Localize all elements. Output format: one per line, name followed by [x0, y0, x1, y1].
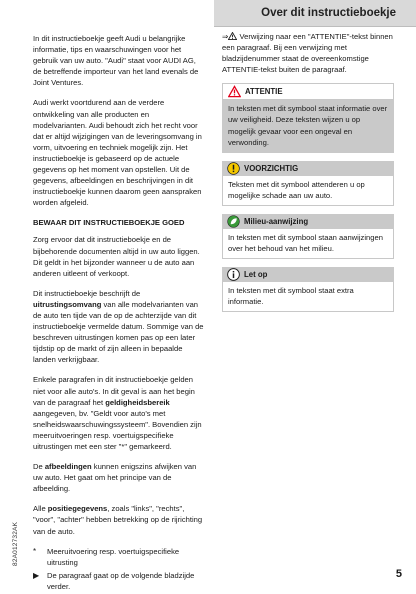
attentie-header: ATTENTIE	[222, 83, 394, 100]
symbol-legend	[33, 546, 205, 592]
term-afbeeldingen: afbeeldingen	[44, 462, 92, 472]
paragraph-development: Audi werkt voortdurend aan de verdere ontwikkeling van alle producten en modelvarianten. Audi behoudt zich het recht voor dat er altijd wijzigingen van de leveringsomvang in vorm, uitvoering en techniek mogelijk zijn. Het instructieboekje is gebaseerd op de actuele gegevens op het moment van opstellen. Uit de gegevens, afbeeldingen en beschrijvingen in dit instructieboekje kunnen daarom geen aanspraken worden afgeleid.	[33, 98, 202, 208]
paragraph-validity: Enkele paragrafen in dit instructieboekje gelden niet voor alle auto's. In dit geval is aan het begin van de paragraaf het geldigheidsbereik aangegeven, bv. "Geldt voor auto's met snelheidswaarschuwingssysteem". Bovendien zijn meeruitvoeringen resp. voertuigspecifieke uitrustingen met een ster "*" gemarkeerd.	[33, 375, 202, 451]
left-column	[33, 33, 205, 594]
paragraph-keep: Zorg ervoor dat dit instructieboekje en de bijbehorende documenten altijd in uw auto liggen. Dit geldt in het bijzonder wanneer u de auto aan anderen uitleent of verkoopt.	[33, 235, 200, 278]
attentie-box	[222, 83, 394, 152]
star-marker: *	[33, 546, 37, 556]
caution-exclamation-icon	[227, 162, 240, 175]
reference-arrow: ⇒	[222, 32, 229, 41]
list-item: ▶ De paragraaf gaat op de volgende bladzijde verder.	[33, 570, 195, 591]
warning-triangle-icon	[228, 85, 241, 98]
info-icon	[227, 268, 240, 281]
term-uitrustingsomvang: uitrustingsomvang	[33, 299, 102, 309]
paragraph-equipment: Dit instructieboekje beschrijft de uitrustingsomvang van alle modelvarianten van de auto ten tijde van de op de achterzijde van dit instructieboekje vermelde datum. Sommige van de beschreven uitrustingen komen pas op een later tijdstip op de markt of zijn alleen in bepaalde landen verkrijgbaar.	[33, 288, 204, 365]
page-number: 5	[395, 568, 402, 580]
term-geldigheidsbereik: geldigheidsbereik	[105, 397, 170, 407]
paragraph-images: De afbeeldingen kunnen enigszins afwijken van uw auto. Het gaat om het principe van de afbeelding.	[33, 462, 197, 494]
arrow-marker-icon: ▶	[33, 570, 40, 580]
attentie-text: In teksten met dit symbool staat informatie over uw veiligheid. Deze teksten wijzen u op mogelijk gevaar voor een ongeval en verwonding.	[222, 100, 394, 152]
milieu-header: Milieu-aanwijzing	[222, 214, 394, 229]
letop-text: In teksten met dit symbool staat extra informatie.	[222, 282, 394, 312]
paragraph-intro: In dit instructieboekje geeft Audi u belangrijke informatie, tips en waarschuwingen voor het gebruik van uw auto. "Audi" staat voor AUDI AG, de betreffende importeur van het land evenals de Joint Ventures.	[33, 34, 199, 88]
environment-leaf-icon	[227, 215, 240, 228]
document-code: 82A012732AK	[12, 521, 19, 566]
paragraph-positions: Alle positiegegevens, zoals "links", "rechts", "voor", "achter" hebben betrekking op de rijrichting van de auto.	[33, 504, 203, 536]
milieu-box	[222, 214, 394, 259]
paragraph-reference: ⇒ Verwijzing naar een "ATTENTIE"-tekst binnen een paragraaf. Bij een verwijzing met bladzijdenummer staat de overeenkomstige ATTENTIE-tekst buiten de paragraaf.	[222, 32, 393, 75]
page-header	[214, 0, 416, 27]
letop-box	[222, 267, 394, 312]
letop-header: Let op	[222, 267, 394, 282]
voorzichtig-text: Teksten met dit symbool attenderen u op mogelijke schade aan uw auto.	[222, 176, 394, 206]
term-positiegegevens: positiegegevens	[47, 504, 108, 514]
list-item: * Meeruitvoering resp. voertuigspecifieke uitrusting	[33, 546, 180, 567]
section-title: Over dit instructieboekje	[261, 7, 396, 19]
voorzichtig-box	[222, 161, 394, 206]
milieu-text: In teksten met dit symbool staan aanwijzingen over het behoud van het milieu.	[222, 229, 394, 259]
voorzichtig-header: VOORZICHTIG	[222, 161, 394, 176]
section-heading: BEWAAR DIT INSTRUCTIEBOEKJE GOED	[33, 218, 185, 228]
right-column	[222, 31, 394, 312]
